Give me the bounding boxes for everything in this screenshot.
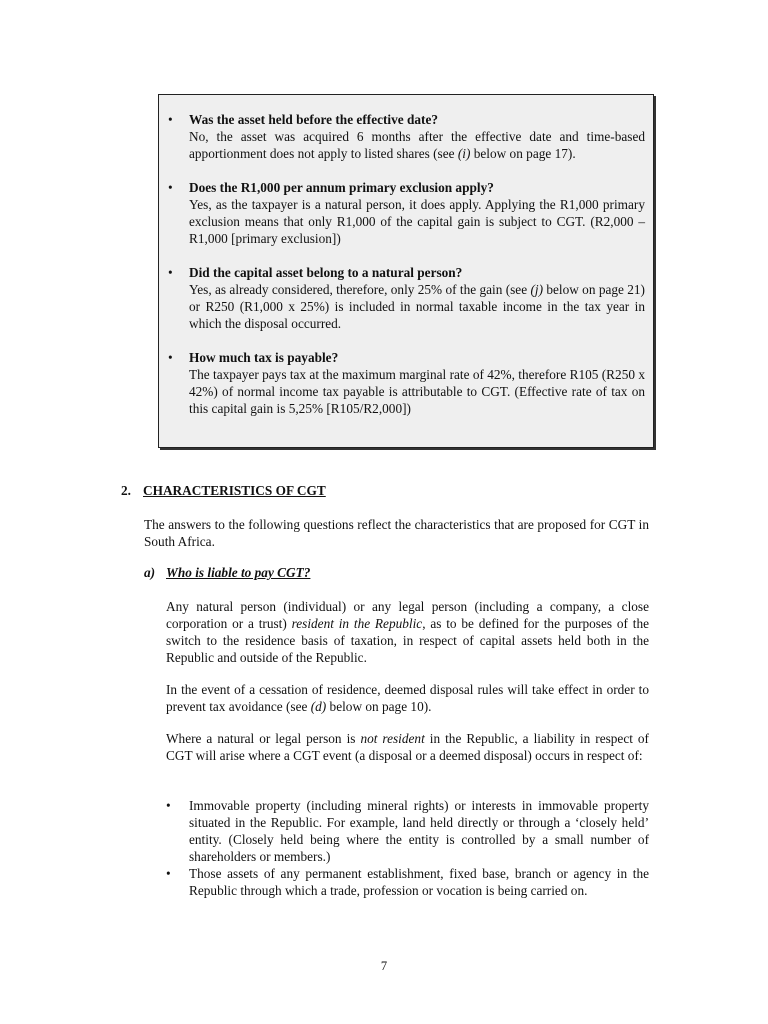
subsection-label: a) — [144, 565, 156, 580]
text-run: , as to be defined for the purposes of the switch to the residence basis of taxation, in respect of capital assets held both in the Republic and outside of the Republic. — [166, 616, 649, 665]
emphasis-text: not resident — [360, 731, 425, 746]
text-run: Yes, as already considered, therefore, only 25% of the gain (see — [189, 282, 531, 297]
text-run: The taxpayer pays tax at the maximum marginal rate of 42%, therefore R105 (R250 x 42%) of normal income tax payable is attributable to CGT. (Effective rate of tax on this capital gain is 5,25% [R105/R2,000]) — [189, 367, 645, 416]
text-run: In the event of a cessation of residence, deemed disposal rules will take effect in order to prevent tax avoidance (see — [166, 682, 649, 714]
section-title: CHARACTERISTICS OF CGT — [143, 483, 326, 498]
paragraph-cessation — [166, 681, 649, 715]
answer-text — [189, 196, 645, 247]
question-heading: How much tax is payable? — [189, 350, 339, 365]
answer-text — [189, 128, 645, 162]
answer-text — [189, 366, 645, 417]
paragraph-non-resident — [166, 730, 649, 764]
bullet-icon: • — [166, 798, 171, 813]
list-item — [166, 865, 649, 899]
question-item — [159, 179, 653, 247]
bullet-icon: • — [168, 112, 173, 127]
asset-bullet-list — [166, 797, 649, 899]
question-item — [159, 264, 653, 332]
question-item — [159, 349, 653, 417]
bullet-icon: • — [168, 180, 173, 195]
emphasis-text: (j) — [530, 282, 544, 297]
question-heading: Was the asset held before the effective date? — [189, 112, 439, 127]
bullet-icon: • — [168, 265, 173, 280]
question-heading: Does the R1,000 per annum primary exclusion apply? — [189, 180, 494, 195]
text-run: Any natural person (individual) or any legal person (including a company, a close corporation or a trust) — [166, 599, 649, 631]
text-run: No, the asset was acquired 6 months after the effective date and time-based apportionment does not apply to listed shares (see — [189, 129, 645, 161]
question-heading: Did the capital asset belong to a natural person? — [189, 265, 463, 280]
paragraph-liability — [166, 598, 649, 666]
answer-text — [189, 281, 645, 332]
bullet-icon: • — [168, 350, 173, 365]
emphasis-text: (d) — [310, 699, 327, 714]
question-list — [159, 111, 653, 417]
text-run: in the Republic, a liability in respect of CGT will arise where a CGT event (a disposal or a deemed disposal) occurs in respect of: — [166, 731, 649, 763]
list-item-text: Those assets of any permanent establishment, fixed base, branch or agency in the Republic through which a trade, profession or vocation is being carried on. — [189, 866, 649, 898]
text-run: Yes, as the taxpayer is a natural person, it does apply. Applying the R1,000 primary exclusion means that only R1,000 of the capital gain is subject to CGT. (R2,000 – R1,000 [primary exclusion]) — [189, 197, 645, 246]
subsection-title: Who is liable to pay CGT? — [166, 565, 311, 580]
section-number: 2. — [121, 483, 131, 498]
text-run: below on page 21) or R250 (R1,000 x 25%) is included in normal taxable income in the tax year in which the disposal occurred. — [189, 282, 645, 331]
page-number: 7 — [380, 959, 388, 973]
question-item — [159, 111, 653, 162]
text-run: Where a natural or legal person is — [166, 731, 361, 746]
emphasis-text: (i) — [457, 146, 471, 161]
bullet-icon: • — [166, 866, 171, 881]
section-intro: The answers to the following questions reflect the characteristics that are proposed for CGT in South Africa. — [144, 517, 649, 549]
emphasis-text: resident in the Republic — [291, 616, 423, 631]
text-run: below on page 17). — [470, 146, 576, 161]
example-box — [158, 94, 654, 448]
list-item — [166, 797, 649, 865]
section-heading — [121, 482, 661, 499]
subsection-heading — [144, 564, 310, 581]
text-run: below on page 10). — [326, 699, 432, 714]
list-item-text: Immovable property (including mineral rights) or interests in immovable property situated in the Republic. For example, land held directly or through a ‘closely held’ entity. (Closely held being where the entity is controlled by a small number of shareholders or members.) — [189, 798, 649, 864]
